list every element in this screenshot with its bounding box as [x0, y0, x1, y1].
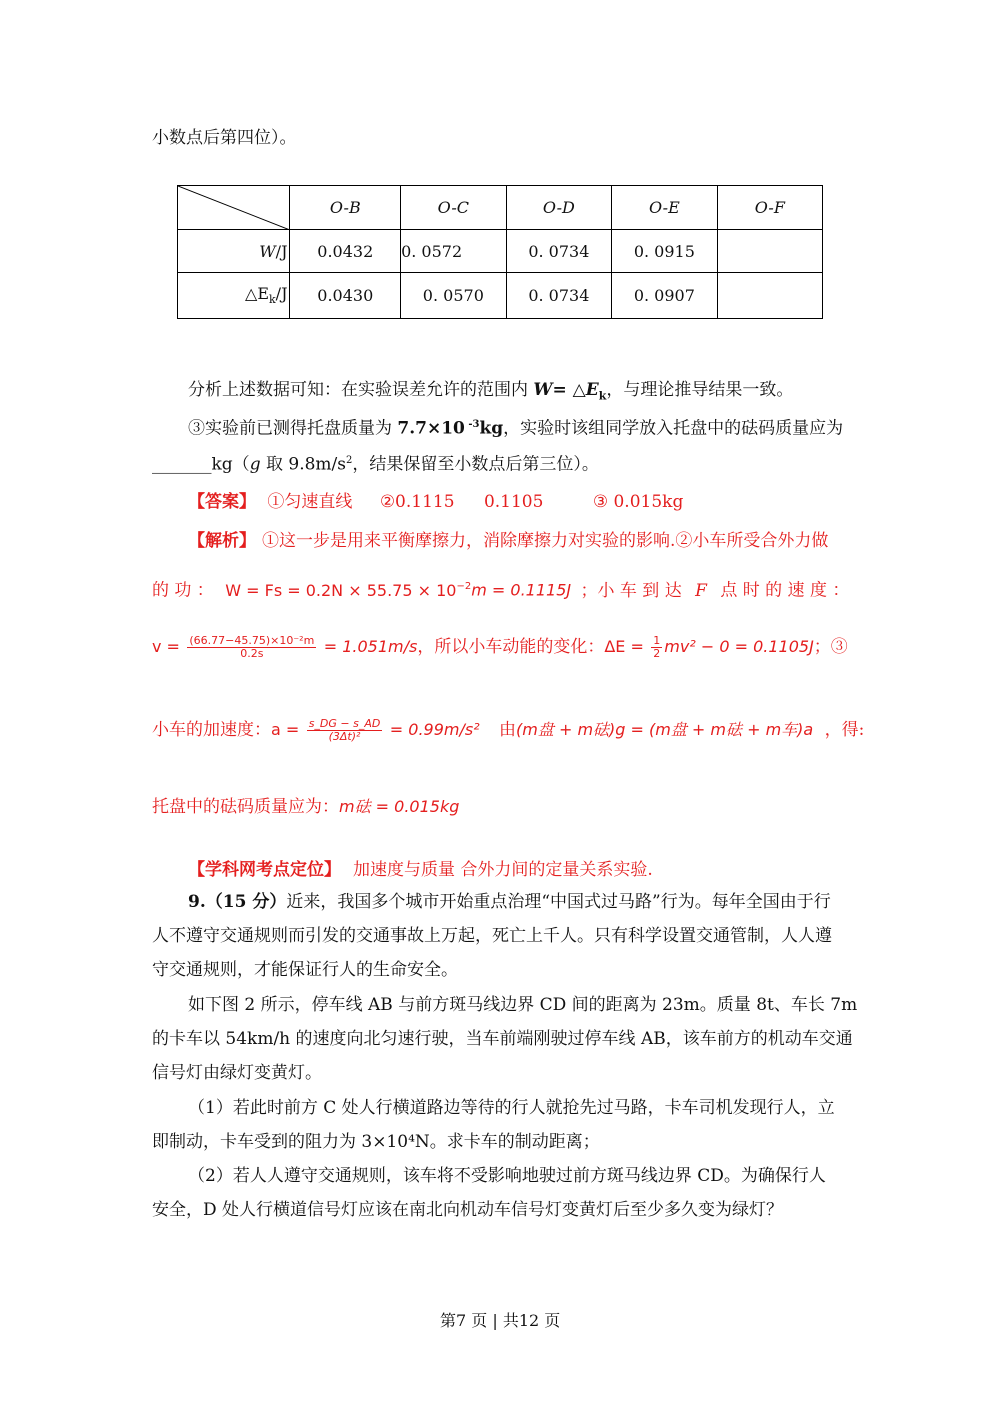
diagonal-line — [178, 186, 290, 230]
answer-tag: 【答案】 — [188, 492, 256, 512]
analysis-l5: 托盘中的砝码质量应为：m砝 = 0.015kg — [152, 797, 460, 817]
analysis-l2: 的 功 ： $W = Fs = 0.2N \times 55.75 \times 10^{-2}m = 0.1115J$ ；小 车 到 达 F 点 时 的 速 度 ： — [152, 580, 850, 601]
table-cell — [717, 230, 822, 273]
q3-line-1: ③实验前已测得托盘质量为 7.7×10 $^{-3}$kg，实验时该组同学放入托盘中的砝码质量应为 — [188, 418, 844, 439]
table-cell — [717, 273, 822, 319]
q9-sub1-line-2: 即制动，卡车受到的阻力为 3×10⁴N。求卡车的制动距离； — [152, 1132, 600, 1152]
table-cell: 0. 0734 — [506, 273, 612, 319]
analysis-l3: v = $\frac{\text{(66.77−45.75)×10⁻²m}}{0.2s}$ = 1.051m/s，所以小车动能的变化：ΔE = $\frac{1}{2}$ mv² − 0 = 0.1105J；③ — [152, 634, 848, 660]
table-cell: 0.0432 — [290, 230, 401, 273]
q9-line-1: 9.（15 分）近来，我国多个城市开始重点治理“中国式过马路”行为。每年全国由于行 — [188, 892, 831, 912]
analysis-l4: 小车的加速度：a = $\frac{s\_DG - s\_AD}{\text{(3Δt)²}}$ = 0.99m/s² 由(m盘 + m砝)g = (m盘 + m砝 + m车)a ，得: — [152, 717, 865, 743]
q9-line-4: 如下图 2 所示，停车线 AB 与前方斑马线边界 CD 间的距离为 23m。质量 8t、车长 7m — [188, 995, 858, 1015]
data-table — [177, 185, 823, 319]
q3-line-2: _______kg（g 取 $9.8m/s^2$，结果保留至小数点后第三位）。 — [152, 454, 599, 475]
analysis-line: 分析上述数据可知：在实验误差允许的范围内 $W= \triangle E_k$，与理论推导结果一致。 — [188, 380, 794, 403]
table-cell: 0. 0907 — [612, 273, 718, 319]
table-row — [178, 273, 823, 319]
kaodian-line: 【学科网考点定位】 加速度与质量 合外力间的定量关系实验. — [188, 860, 653, 880]
table-cell: 0.0430 — [290, 273, 401, 319]
answer-blank[interactable]: _______ — [152, 454, 212, 475]
q9-sub1-line-1: （1）若此时前方 C 处人行横道路边等待的行人就抢先过马路，卡车司机发现行人，立 — [188, 1098, 835, 1118]
row-header-w: W/J — [178, 230, 290, 273]
analysis-tag: 【解析】 — [188, 531, 256, 551]
col-header-od: O-D — [506, 186, 612, 230]
col-header-oc: O-C — [401, 186, 507, 230]
acceleration-fraction: $\frac{s\_DG - s\_AD}{\text{(3Δt)²}}$ — [308, 717, 381, 743]
col-header-oe: O-E — [612, 186, 718, 230]
diagonal-header-cell — [178, 186, 290, 230]
q9-number: 9.（15 分） — [188, 892, 287, 912]
table-cell: 0. 0915 — [612, 230, 718, 273]
q9-sub2-line-1: （2）若人人遵守交通规则，该车将不受影响地驶过前方斑马线边界 CD。为确保行人 — [188, 1166, 826, 1186]
kaodian-tag: 【学科网考点定位】 — [188, 860, 341, 880]
q9-line-2: 人不遵守交通规则而引发的交通事故上万起，死亡上千人。只有科学设置交通管制，人人遵 — [152, 926, 832, 946]
q9-line-5: 的卡车以 54km/h 的速度向北匀速行驶，当车前端刚驶过停车线 AB，该车前方的机动车交通 — [152, 1029, 853, 1049]
col-header-of: O-F — [717, 186, 822, 230]
q9-line-6: 信号灯由绿灯变黄灯。 — [152, 1063, 322, 1083]
analysis-l1: 【解析】 ①这一步是用来平衡摩擦力，消除摩擦力对实验的影响.②小车所受合外力做 — [188, 531, 829, 551]
answer-line: 【答案】 ①匀速直线 ②0.1115 0.1105 ③ 0.015kg — [188, 492, 684, 512]
velocity-fraction: $\frac{\text{(66.77−45.75)×10⁻²m}}{0.2s}$ — [189, 634, 315, 660]
table-cell: 0. 0570 — [401, 273, 507, 319]
table-row — [178, 230, 823, 273]
table-cell: 0. 0734 — [506, 230, 612, 273]
row-header-ek: $\triangle E_k/J$ — [178, 273, 290, 319]
col-header-ob: O-B — [290, 186, 401, 230]
page-footer: 第7 页 | 共12 页 — [440, 1311, 561, 1330]
table-cell: 0. 0572 — [401, 230, 507, 273]
q9-line-3: 守交通规则，才能保证行人的生命安全。 — [152, 960, 458, 980]
q9-sub2-line-2: 安全，D 处人行横道信号灯应该在南北向机动车信号灯变黄灯后至少多久变为绿灯？ — [152, 1200, 784, 1220]
top-line: 小数点后第四位）。 — [152, 128, 297, 148]
